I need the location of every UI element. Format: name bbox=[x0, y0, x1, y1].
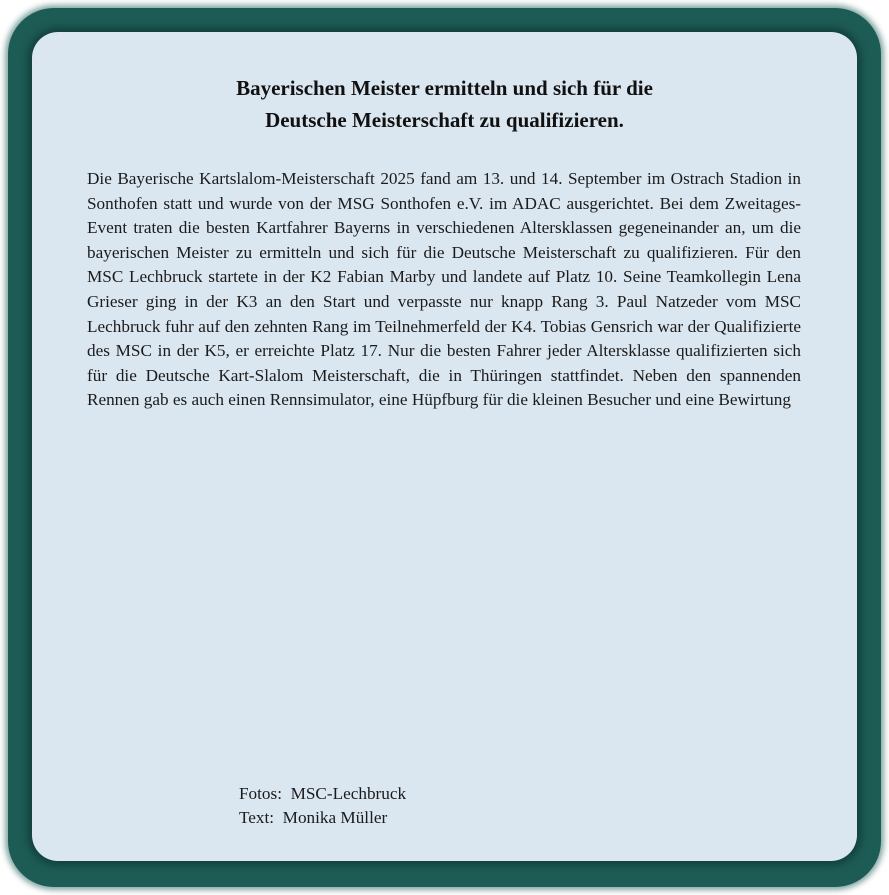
article-body: Die Bayerische Kartslalom-Meisterschaft 2025 fand am 13. und 14. September im Ostrach Stadion in Sonthofen statt und wurde von der MSG Sonthofen e.V. im ADAC ausgerichtet. Bei dem Zweitages-Event traten die besten Kartfahrer Bayerns in verschiedenen Altersklassen gegeneinander an, um die bayerischen Meister zu ermitteln und sich für die Deutsche Meisterschaft zu qualifizieren. Für den MSC Lechbruck startete in der K2 Fabian Marby und landete auf Platz 10. Seine Teamkollegin Lena Grieser ging in der K3 an den Start und verpasste nur knapp Rang 3. Paul Natzeder vom MSC Lechbruck fuhr auf den zehnten Rang im Teilnehmerfeld der K4. Tobias Gensrich war der Qualifizierte des MSC in der K5, er erreichte Platz 17. Nur die besten Fahrer jeder Altersklasse qualifizierten sich für die Deutsche Kart-Slalom Meisterschaft, die in Thüringen stattfindet. Neben den spannenden Rennen gab es auch einen Rennsimulator, eine Hüpfburg für die kleinen Besucher und eine Bewirtung bbox=[87, 169, 801, 410]
article-card bbox=[32, 32, 857, 861]
credits bbox=[239, 782, 406, 830]
article-title-line-1: Bayerischen Meister ermitteln und sich für die bbox=[236, 76, 653, 100]
article-title-line-2: Deutsche Meisterschaft zu qualifizieren. bbox=[265, 108, 624, 132]
article-title bbox=[32, 72, 857, 136]
photo-credit: Fotos: MSC-Lechbruck bbox=[239, 784, 407, 803]
text-credit: Text: Monika Müller bbox=[239, 808, 388, 827]
